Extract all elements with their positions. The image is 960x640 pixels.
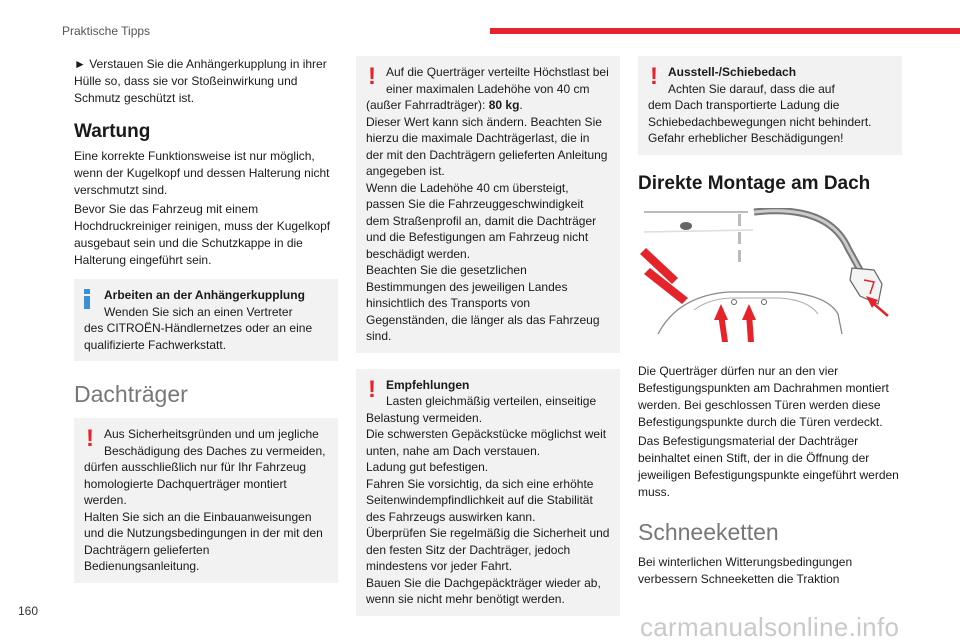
page-number: 160 (18, 604, 39, 618)
column-3 (638, 56, 902, 590)
load-box-p2: Dieser Wert kann sich ändern. Beachten Sie hierzu die maximale Dachträgerlast, die in der mit den Dachträgern gelieferten Anleitung angegeben ist. (366, 114, 608, 178)
roof-mount-illustration (638, 208, 902, 348)
column-1 (74, 56, 338, 593)
warning-icon: ! (86, 425, 94, 452)
info-box-line1: Wenden Sie sich an einen Vertreter (104, 304, 293, 319)
schiebedach-title: Ausstell-/Schiebedach (668, 65, 797, 79)
empfehlungen-p6: Bauen Sie die Dachgepäckträger wieder ab, wenn sie nicht mehr benötigt werden. (366, 575, 601, 606)
load-box-rest-post: . (519, 98, 523, 112)
warning-box-schiebedach (638, 56, 902, 155)
warning-box-rest-2: Halten Sie sich an die Einbauanweisungen und die Nutzungsbedingungen in der mit den Dachträgern gelieferten Bedienungsanleitung. (84, 509, 323, 573)
schiebedach-rest: dem Dach transportierte Ladung die Schiebedachbewegungen nicht behindert. Gefahr erheblicher Beschädigungen! (648, 98, 872, 145)
direkte-montage-paragraph: Die Querträger dürfen nur an den vier Befestigungspunkten am Dachrahmen montiert werden. Bei geschlossen Türen werden diese Befestigungspunkte durch die Türen verdeckt. (638, 363, 889, 429)
header-accent-bar (490, 28, 960, 34)
empfehlungen-rest: Belastung vermeiden. (366, 410, 483, 425)
load-box-p3: Wenn die Ladehöhe 40 cm übersteigt, passen Sie die Fahrzeuggeschwindigkeit dem Straßenprofil an, damit die Dachträger und die Befestigungen am Fahrzeug nicht beschädigt werden. (366, 180, 597, 261)
wartung-heading: Wartung (74, 121, 151, 142)
warning-icon: ! (368, 375, 376, 403)
empfehlungen-p4: Fahren Sie vorsichtig, da sich eine erhöhte Seitenwindempfindlichkeit auf die Stabilität des Fahrzeugs auswirken kann. (366, 476, 594, 524)
info-icon (84, 289, 90, 309)
dachtraeger-heading: Dachträger (74, 381, 188, 407)
warning-box-first: Aus Sicherheitsgründen und um jegliche Beschädigung des Daches zu vermeiden, (104, 427, 326, 458)
schiebedach-first: Achten Sie darauf, dass die auf (668, 81, 835, 96)
empfehlungen-first: Lasten gleichmäßig verteilen, einseitige (386, 394, 597, 408)
info-box-rest: des CITROËN-Händlernetzes oder an eine qualifizierte Fachwerkstatt. (84, 321, 313, 352)
warning-icon: ! (650, 63, 658, 90)
intro-paragraph: ► Verstauen Sie die Anhängerkupplung in ihrer Hülle so, dass sie vor Stoßeinwirkung und Schmutz geschützt ist. (74, 57, 327, 105)
schneeketten-heading: Schneeketten (638, 518, 779, 545)
column-2 (356, 56, 620, 626)
warning-box-rest: dürfen ausschließlich nur für Ihr Fahrzeug homologierte Dachquerträger montiert werden. (84, 460, 307, 507)
info-box-title: Arbeiten an der Anhängerkupplung (104, 288, 305, 302)
watermark: carmanualsonline.info (640, 612, 900, 640)
warning-box-load (356, 56, 620, 353)
wartung-paragraph: Eine korrekte Funktionsweise ist nur möglich, wenn der Kugelkopf und dessen Halterung nicht verschmutzt sind. (74, 149, 330, 197)
info-box (74, 279, 338, 361)
empfehlungen-p5: Überprüfen Sie regelmäßig die Sicherheit und den festen Sitz der Dachträger, jedoch mindestens vor jeder Fahrt. (366, 526, 610, 573)
direkte-montage-paragraph-2: Das Befestigungsmaterial der Dachträger beinhaltet einen Stift, der in die Öffnung der jeweiligen Befestigungspunkte eingeführt werden muss. (638, 433, 899, 499)
load-box-first: Auf die Querträger verteilte Höchstlast bei einer maximalen Ladehöhe von 40 cm (386, 65, 609, 96)
warning-box-dachtraeger (74, 418, 338, 583)
load-box-rest-pre: (außer Fahrradträger): (366, 98, 489, 112)
header-title: Praktische Tipps (62, 24, 151, 38)
empfehlungen-p3: Ladung gut befestigen. (366, 460, 489, 474)
wartung-paragraph-2: Bevor Sie das Fahrzeug mit einem Hochdruckreiniger reinigen, muss der Kugelkopf ausgebaut sein und die Schutzkappe in die Halterung eingeführt sein. (74, 202, 331, 267)
warning-icon: ! (368, 63, 376, 90)
direkte-montage-heading: Direkte Montage am Dach (638, 172, 871, 194)
empfehlungen-p2: Die schwersten Gepäckstücke möglichst weit unten, nahe am Dach verstauen. (366, 427, 607, 458)
empfehlungen-title: Empfehlungen (386, 377, 470, 392)
load-box-max-load: 80 kg (488, 98, 520, 112)
warning-box-empfehlungen (356, 369, 620, 616)
load-box-p4: Beachten Sie die gesetzlichen Bestimmungen des jeweiligen Landes hinsichtlich des Transports von Gegenständen, die länger als das Fahrzeug sind. (366, 263, 600, 343)
schneeketten-paragraph: Bei winterlichen Witterungsbedingungen verbessern Schneeketten die Traktion (638, 554, 853, 586)
